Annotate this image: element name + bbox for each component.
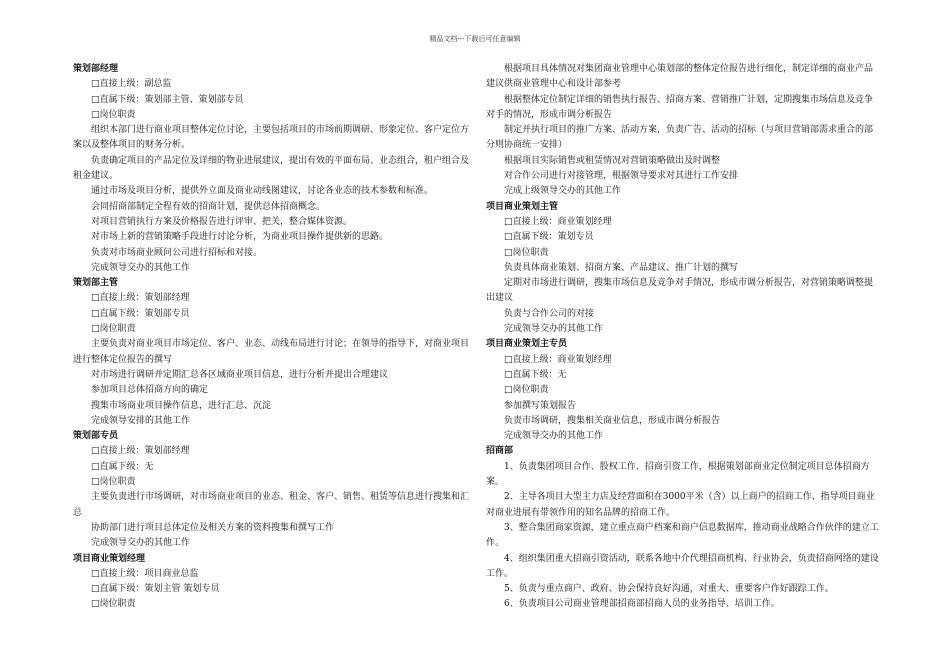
duty-paragraph: 搜集市场商业项目操作信息，进行汇总、沉淀 <box>91 400 272 411</box>
duty-paragraph: 根据整体定位制定详细的销售执行报告、招商方案、营销推广计划，定期搜集市场信息及竞争对手的情况，形成市调分析报告 <box>486 94 874 120</box>
duty-paragraph: 负责与合作公司的对接 <box>504 308 595 319</box>
duty-paragraph: 3、整合集团商家资源，建立重点商户档案和商户信息数据库，推动商业战略合作伙伴的建立工作。 <box>486 522 879 549</box>
field-line: □直属下级：策划部专员 <box>91 308 190 319</box>
duty-paragraph: 完成领导交办的其他工作 <box>91 538 191 549</box>
duty-paragraph: 制定并执行项目的推广方案、活动方案，负责广告、活动的招标（与项目营销部需求重合的部分则协商统一安排） <box>486 125 874 151</box>
left-column <box>73 62 473 613</box>
duty-paragraph: 定期对市场进行调研，搜集市场信息及竞争对手情况，形成市调分析报告，对营销策略调整提出建议 <box>486 278 874 304</box>
duty-paragraph: 完成领导交办的其他工作 <box>504 324 604 335</box>
duty-paragraph: 会同招商部制定全程有效的招商计划，提供总体招商概念。 <box>91 201 326 212</box>
field-line: □直属下级：无 <box>504 369 567 380</box>
duty-paragraph: 参加项目总体招商方向的确定 <box>91 385 209 396</box>
duty-paragraph: 完成领导交办的其他工作 <box>91 262 191 273</box>
duty-paragraph: 根据项目具体情况对集团商业管理中心策划部的整体定位报告进行细化，制定详细的商业产品建议供商业管理中心和设计部参考 <box>486 64 874 90</box>
duty-paragraph: 对合作公司进行对接管理，根据领导要求对其进行工作安排 <box>504 171 739 182</box>
duty-paragraph: 对项目营销执行方案及价格报告进行评审、把关，整合媒体资源。 <box>91 216 353 227</box>
duty-paragraph: 协助部门进行项目总体定位及相关方案的资料搜集和撰写工作 <box>91 522 335 533</box>
field-line: □直接上级：副总监 <box>91 79 172 90</box>
field-line: □岗位职责 <box>91 477 136 488</box>
field-line: □直接上级：策划部经理 <box>91 446 190 457</box>
duty-paragraph: 6、负责项目公司商业管理部招商部招商人员的业务指导、培训工作。 <box>504 599 780 610</box>
field-line: □直属下级：策划部主管、策划部专员 <box>91 94 244 105</box>
duty-paragraph: 通过市场及项目分析，提供外立面及商业动线图建议，讨论各业态的技术参数和标准。 <box>91 186 434 197</box>
duty-paragraph: 对市场上新的营销策略手段进行讨论分析，为商业项目操作提供新的思路。 <box>91 232 389 243</box>
duty-paragraph: 主要负责进行市场调研，对市场商业项目的业态、租金、客户、销售、租赁等信息进行搜集和汇总 <box>73 492 470 518</box>
duty-paragraph: 负责对市场商业顾问公司进行招标和对接。 <box>91 247 263 258</box>
section-heading: 项目商业策划主专员 <box>486 339 568 350</box>
section-heading: 策划部经理 <box>73 64 119 74</box>
field-line: □直属下级：策划主管 策划专员 <box>91 584 220 595</box>
duty-paragraph: 1、负责集团项目合作、股权工作、招商引资工作，根据策划部商业定位制定项目总体招商方案。 <box>486 461 870 488</box>
duty-paragraph: 2、主导各项目大型主力店及经营面积在3000平米（含）以上商户的招商工作、指导项目商业对商业进展有带领作用的知名品牌的招商工作。 <box>486 492 875 518</box>
field-line: □岗位职责 <box>91 599 136 610</box>
page-header: 精品文档---下载后可任意编辑 <box>429 35 521 43</box>
section-heading: 项目商业策划经理 <box>73 553 146 564</box>
field-line: □直属下级：无 <box>91 461 154 472</box>
duty-paragraph: 负责具体商业策划、招商方案、产品建议、推广计划的撰写 <box>504 262 739 273</box>
field-line: □直接上级：商业策划经理 <box>504 354 612 365</box>
duty-paragraph: 根据项目实际销售或租赁情况对营销策略做出及时调整 <box>504 155 721 166</box>
section-heading: 策划部主管 <box>73 278 119 289</box>
duty-paragraph: 负责市场调研，搜集相关商业信息，形成市调分析报告 <box>504 415 721 426</box>
duty-paragraph: 4、组织集团重大招商引资活动，联系各地中介代理招商机构、行业协会，负责招商网络的建设工作。 <box>486 553 879 579</box>
section-heading: 策划部专员 <box>73 431 119 442</box>
section-heading: 招商部 <box>486 446 514 457</box>
right-column <box>486 62 881 613</box>
field-line: □岗位职责 <box>91 324 136 335</box>
duty-paragraph: 完成领导交办的其他工作 <box>504 431 604 442</box>
duty-paragraph: 组织本部门进行商业项目整体定位讨论，主要包括项目的市场前期调研、形象定位、客户定位方案以及整体项目的财务分析。 <box>73 125 470 151</box>
duty-paragraph: 主要负责对商业项目市场定位、客户、业态、动线布局进行讨论；在领导的指导下，对商业项目进行整体定位报告的撰写 <box>73 339 470 365</box>
duty-paragraph: 负责确定项目的产品定位及详细的物业进展建议，提出有效的平面布局、业态组合，租户组合及租金建议。 <box>73 155 470 182</box>
field-line: □直接上级：商业策划经理 <box>504 216 612 227</box>
duty-paragraph: 完成领导安排的其他工作 <box>91 415 191 426</box>
field-line: □岗位职责 <box>504 247 549 258</box>
field-line: □岗位职责 <box>504 385 549 396</box>
duty-paragraph: 5、负责与重点商户、政府、协会保持良好沟通，对重大、重要客户作好跟踪工作。 <box>504 584 834 595</box>
duty-paragraph: 参加撰写策划报告 <box>504 400 577 411</box>
field-line: □直接上级：项目商业总监 <box>91 568 199 579</box>
field-line: □直接上级：策划部经理 <box>91 293 190 304</box>
field-line: □直属下级：策划专员 <box>504 232 594 243</box>
field-line: □岗位职责 <box>91 109 136 120</box>
duty-paragraph: 完成上级领导交办的其他工作 <box>504 186 622 197</box>
section-heading: 项目商业策划主管 <box>486 201 559 212</box>
duty-paragraph: 对市场进行调研并定期汇总各区域商业项目信息，进行分析并提出合理建议 <box>91 369 389 380</box>
